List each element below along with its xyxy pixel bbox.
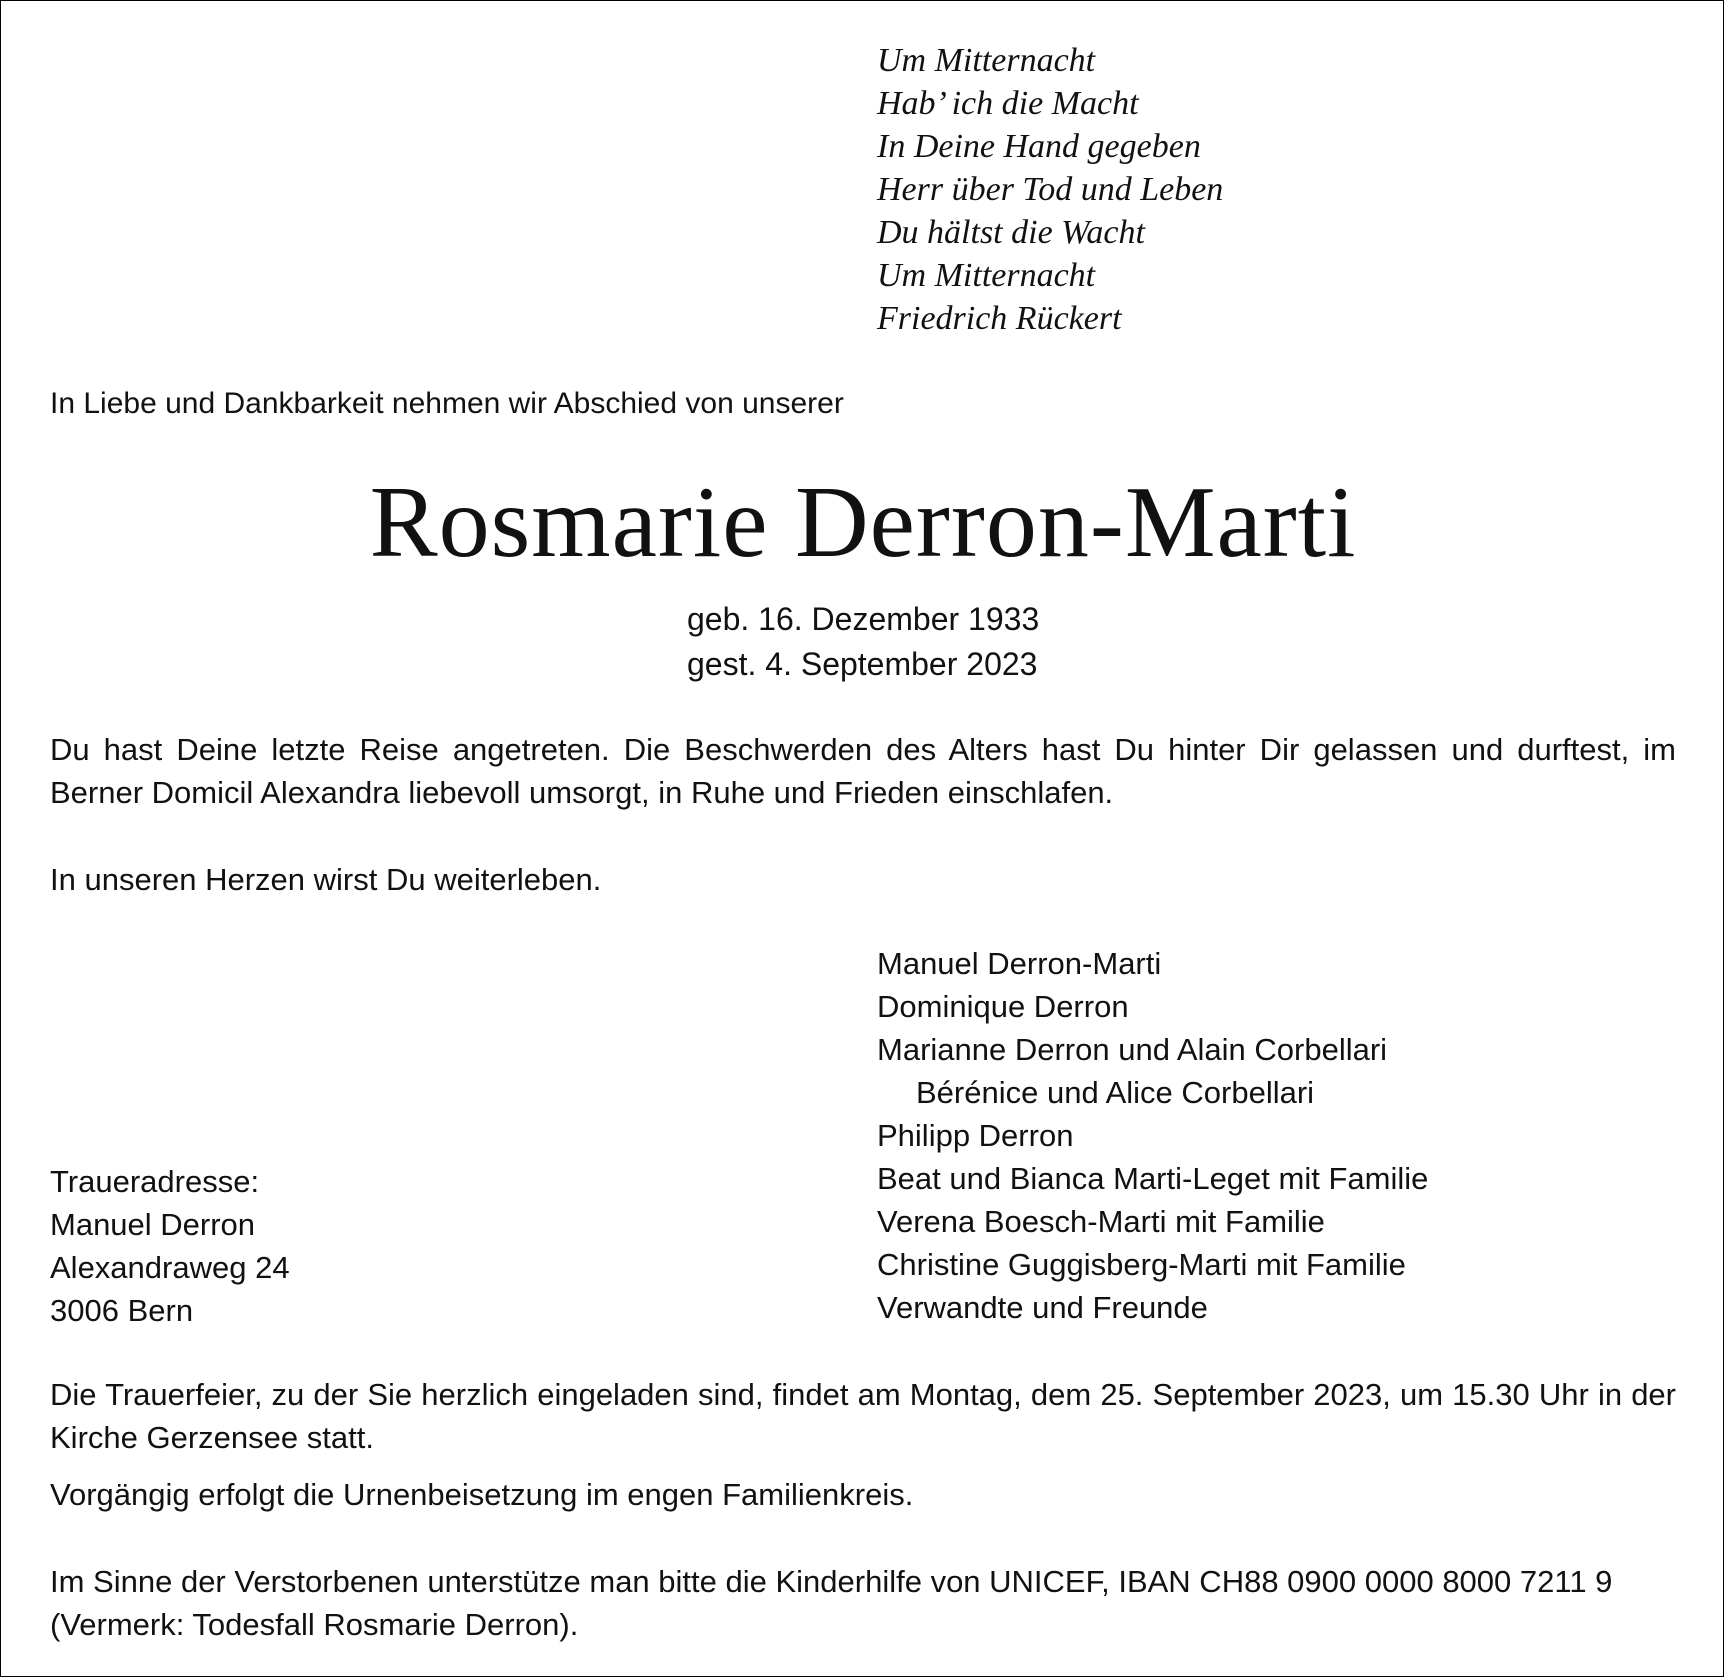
donation-line: Im Sinne der Verstorbenen unterstütze man bitte die Kinderhilfe von UNICEF, IBAN CH88 0900 0000 8000 7211 9 xyxy=(50,1564,1613,1599)
poem-line: Um Mitternacht xyxy=(877,257,1096,294)
mourner-name: Verwandte und Freunde xyxy=(877,1290,1208,1325)
mourner-name: Dominique Derron xyxy=(877,989,1129,1024)
birth-date: geb. 16. Dezember 1933 xyxy=(687,601,1040,637)
mourner-name: Marianne Derron und Alain Corbellari xyxy=(877,1032,1388,1067)
deceased-name: Rosmarie Derron-Marti xyxy=(369,466,1357,579)
mourner-name: Manuel Derron-Marti xyxy=(877,946,1162,981)
donation-line: (Vermerk: Todesfall Rosmarie Derron). xyxy=(50,1607,579,1642)
mourners-list xyxy=(877,942,1428,1329)
poem-line: Herr über Tod und Leben xyxy=(877,171,1224,208)
mourner-name: Bérénice und Alice Corbellari xyxy=(916,1075,1315,1110)
poem-line: Du hältst die Wacht xyxy=(877,214,1145,251)
address-street: Alexandraweg 24 xyxy=(50,1250,290,1285)
mourning-address xyxy=(50,1160,290,1332)
life-dates xyxy=(687,597,1039,687)
remembrance-text: In unseren Herzen wirst Du weiterleben. xyxy=(50,862,602,897)
mourner-name: Beat und Bianca Marti-Leget mit Familie xyxy=(877,1161,1429,1196)
address-city: 3006 Bern xyxy=(50,1293,194,1328)
burial-text: Vorgängig erfolgt die Urnenbeisetzung im engen Familienkreis. xyxy=(50,1477,914,1512)
farewell-text: Du hast Deine letzte Reise angetreten. Die Beschwerden des Alters hast Du hinter Dir gelassen und durftest, im Berner Domicil Alexandra liebevoll umsorgt, in Ruhe und Frieden einschlafen. xyxy=(50,732,1676,810)
poem-line: In Deine Hand gegeben xyxy=(877,128,1201,165)
donation-text xyxy=(50,1560,1676,1646)
ceremony-text: Die Trauerfeier, zu der Sie herzlich eingeladen sind, findet am Montag, dem 25. September 2023, um 15.30 Uhr in der Kirche Gerzensee statt. xyxy=(50,1377,1676,1455)
address-label: Traueradresse: xyxy=(50,1164,260,1199)
address-name: Manuel Derron xyxy=(50,1207,256,1242)
mourner-name: Verena Boesch-Marti mit Familie xyxy=(877,1204,1325,1239)
poem xyxy=(877,39,1223,340)
mourner-name: Christine Guggisberg-Marti mit Familie xyxy=(877,1247,1406,1282)
poem-author: Friedrich Rückert xyxy=(877,300,1122,337)
mourner-name: Philipp Derron xyxy=(877,1118,1074,1153)
poem-line: Hab’ ich die Macht xyxy=(877,85,1139,122)
death-date: gest. 4. September 2023 xyxy=(687,646,1038,682)
intro-text: In Liebe und Dankbarkeit nehmen wir Abschied von unserer xyxy=(50,387,844,420)
poem-line: Um Mitternacht xyxy=(877,42,1096,79)
